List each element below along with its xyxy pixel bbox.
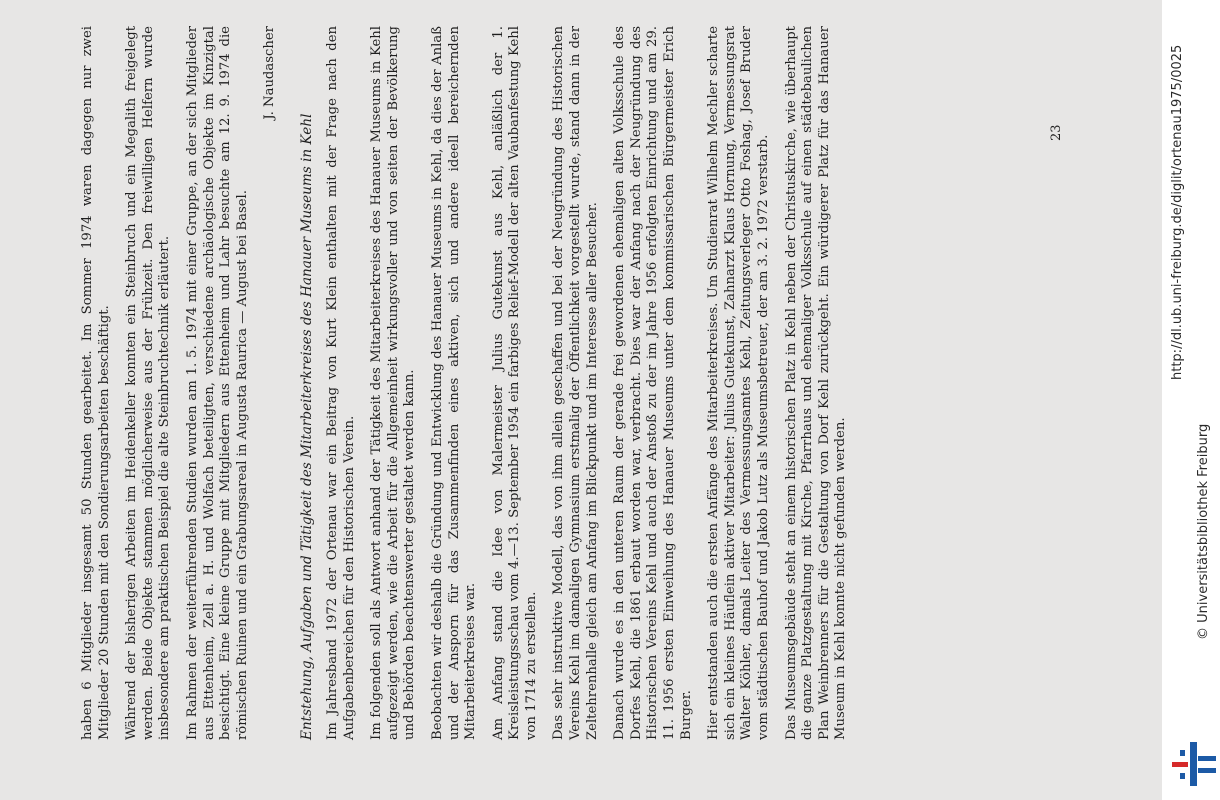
ub-freiburg-logo-icon xyxy=(1172,742,1216,786)
author-signature: J. Naudascher xyxy=(262,26,278,120)
permalink-url[interactable]: http://dl.ub.uni-freiburg.de/diglit/ortenau1975/0025 xyxy=(1170,44,1185,380)
paragraph: Beobachten wir deshalb die Gründung und Entwicklung des Hanauer Museums in Kehl, da dies der Anlaß und der Ansporn für das Zusammenfinden eines aktiven, sich und andere ideell bereichernden Mitarbeiterkreises war. xyxy=(429,26,479,740)
paragraph: haben 6 Mitglieder insgesamt 50 Stunden gearbeitet. Im Sommer 1974 waren dagegen nur zwei Mitglieder 20 Stunden mit den Sondierungsarbeiten beschäftigt. xyxy=(80,26,112,740)
paragraph: Hier entstanden auch die ersten Anfänge des Mitarbeiterkreises. Um Studienrat Wilhelm Mechler scharte sich ein kleines Häuflein aktiver Mitarbeiter: Julius Gutekunst, Zahnarzt Klaus Hornung, Vermessungsrat Walter Köhler, damals Leiter des Vermessungsamtes Kehl, Zeitungsverleger Otto Foshag, Josef Bruder vom städtischen Bauhof und Jakob Lutz als Museumsbetreuer, der am 3. 2. 1972 verstarb. xyxy=(706,26,771,740)
page-number: 23 xyxy=(1049,124,1064,141)
paragraph: Das Museumsgebäude steht an einem historischen Platz in Kehl neben der Christuskirche, wie überhaupt die ganze Platzgestaltung mit Kirche, Pfarrhaus und ehemaliger Volksschule auf einen städtebaulichen Plan Weinbrenners für die Gestaltung von Dorf Kehl zurückgeht. Ein würdigerer Platz für das Hanauer Museum in Kehl konnte nicht gefunden werden. xyxy=(783,26,849,740)
paragraph: Im folgenden soll als Antwort anhand der Tätigkeit des Mitarbeiterkreises des Hanauer Museums in Kehl aufgezeigt werden, wie die Arbeit für die Allgemeinheit wirkungsvoller und von seiten der Bevölkerung und Behörden beachtenswerter gestaltet werden kann. xyxy=(369,26,418,740)
paragraph: Im Jahresband 1972 der Ortenau war ein Beitrag von Kurt Klein enthalten mit der Frage nach den Aufgabenbereichen für den Historischen Verein. xyxy=(324,26,357,740)
copyright-notice: © Universitätsbibliothek Freiburg xyxy=(1196,423,1211,640)
paragraph: Danach wurde es in den unteren Raum der gerade frei gewordenen ehemaligen alten Volksschule des Dorfes Kehl, die 1861 erbaut worden war, verbracht. Dies war der Anfang nach der Neugründung des Historischen Vereins Kehl und auch der Anstoß zu der im Jahre 1956 erfolgten Einrichtung und am 29. 11. 1956 ersten Einweihung des Hanauer Museums unter dem kommissarischen Bürgermeister Erich Burger. xyxy=(612,26,694,740)
paragraph: Das sehr instruktive Modell, das von ihm allein geschaffen und bei der Neugründung des Historischen Vereins Kehl im damaligen Gymnasium erstmalig der Öffentlichkeit vorgestellt wurde, stand dann in der Zeltehrenhalle gleich am Anfang im Blickpunkt und im Interesse aller Besucher. xyxy=(551,26,600,740)
paragraph: Im Rahmen der weiterführenden Studien wurden am 1. 5. 1974 mit einer Gruppe, an der sich Mitglieder aus Ettenheim, Zell a. H. und Wolfach beteiligten, verschiedene archäologische Objekte im Kinzigtal besichtigt. Eine kleine Gruppe mit Mitgliedern aus Ettenheim und Lahr besuchte am 12. 9. 1974 die römischen Ruinen und ein Grabungsareal in Augusta Raurica — August bei Basel. xyxy=(184,26,250,740)
paragraph: Während der bisherigen Arbeiten im Heidenkeller konnten ein Steinbruch und ein Megalith freigelegt werden. Beide Objekte stammen möglicherweise aus der Frühzeit. Den freiwilligen Helfern wurde insbesondere am praktischen Beispiel die alte Steinbruchtechnik erläutert. xyxy=(124,26,173,740)
page-text-block xyxy=(80,26,1180,740)
paragraph: Am Anfang stand die Idee von Malermeister Julius Gutekunst aus Kehl, anläßlich der 1. Kreisleistungsschau vom 4.—13. September 1954 ein farbiges Relief-Modell der alten Vaubanfestung Kehl von 1714 zu erstellen. xyxy=(490,26,539,740)
section-heading: Entstehung, Aufgaben und Tätigkeit des Mitarbeiterkreises des Hanauer Museums in Kehl xyxy=(298,113,315,740)
